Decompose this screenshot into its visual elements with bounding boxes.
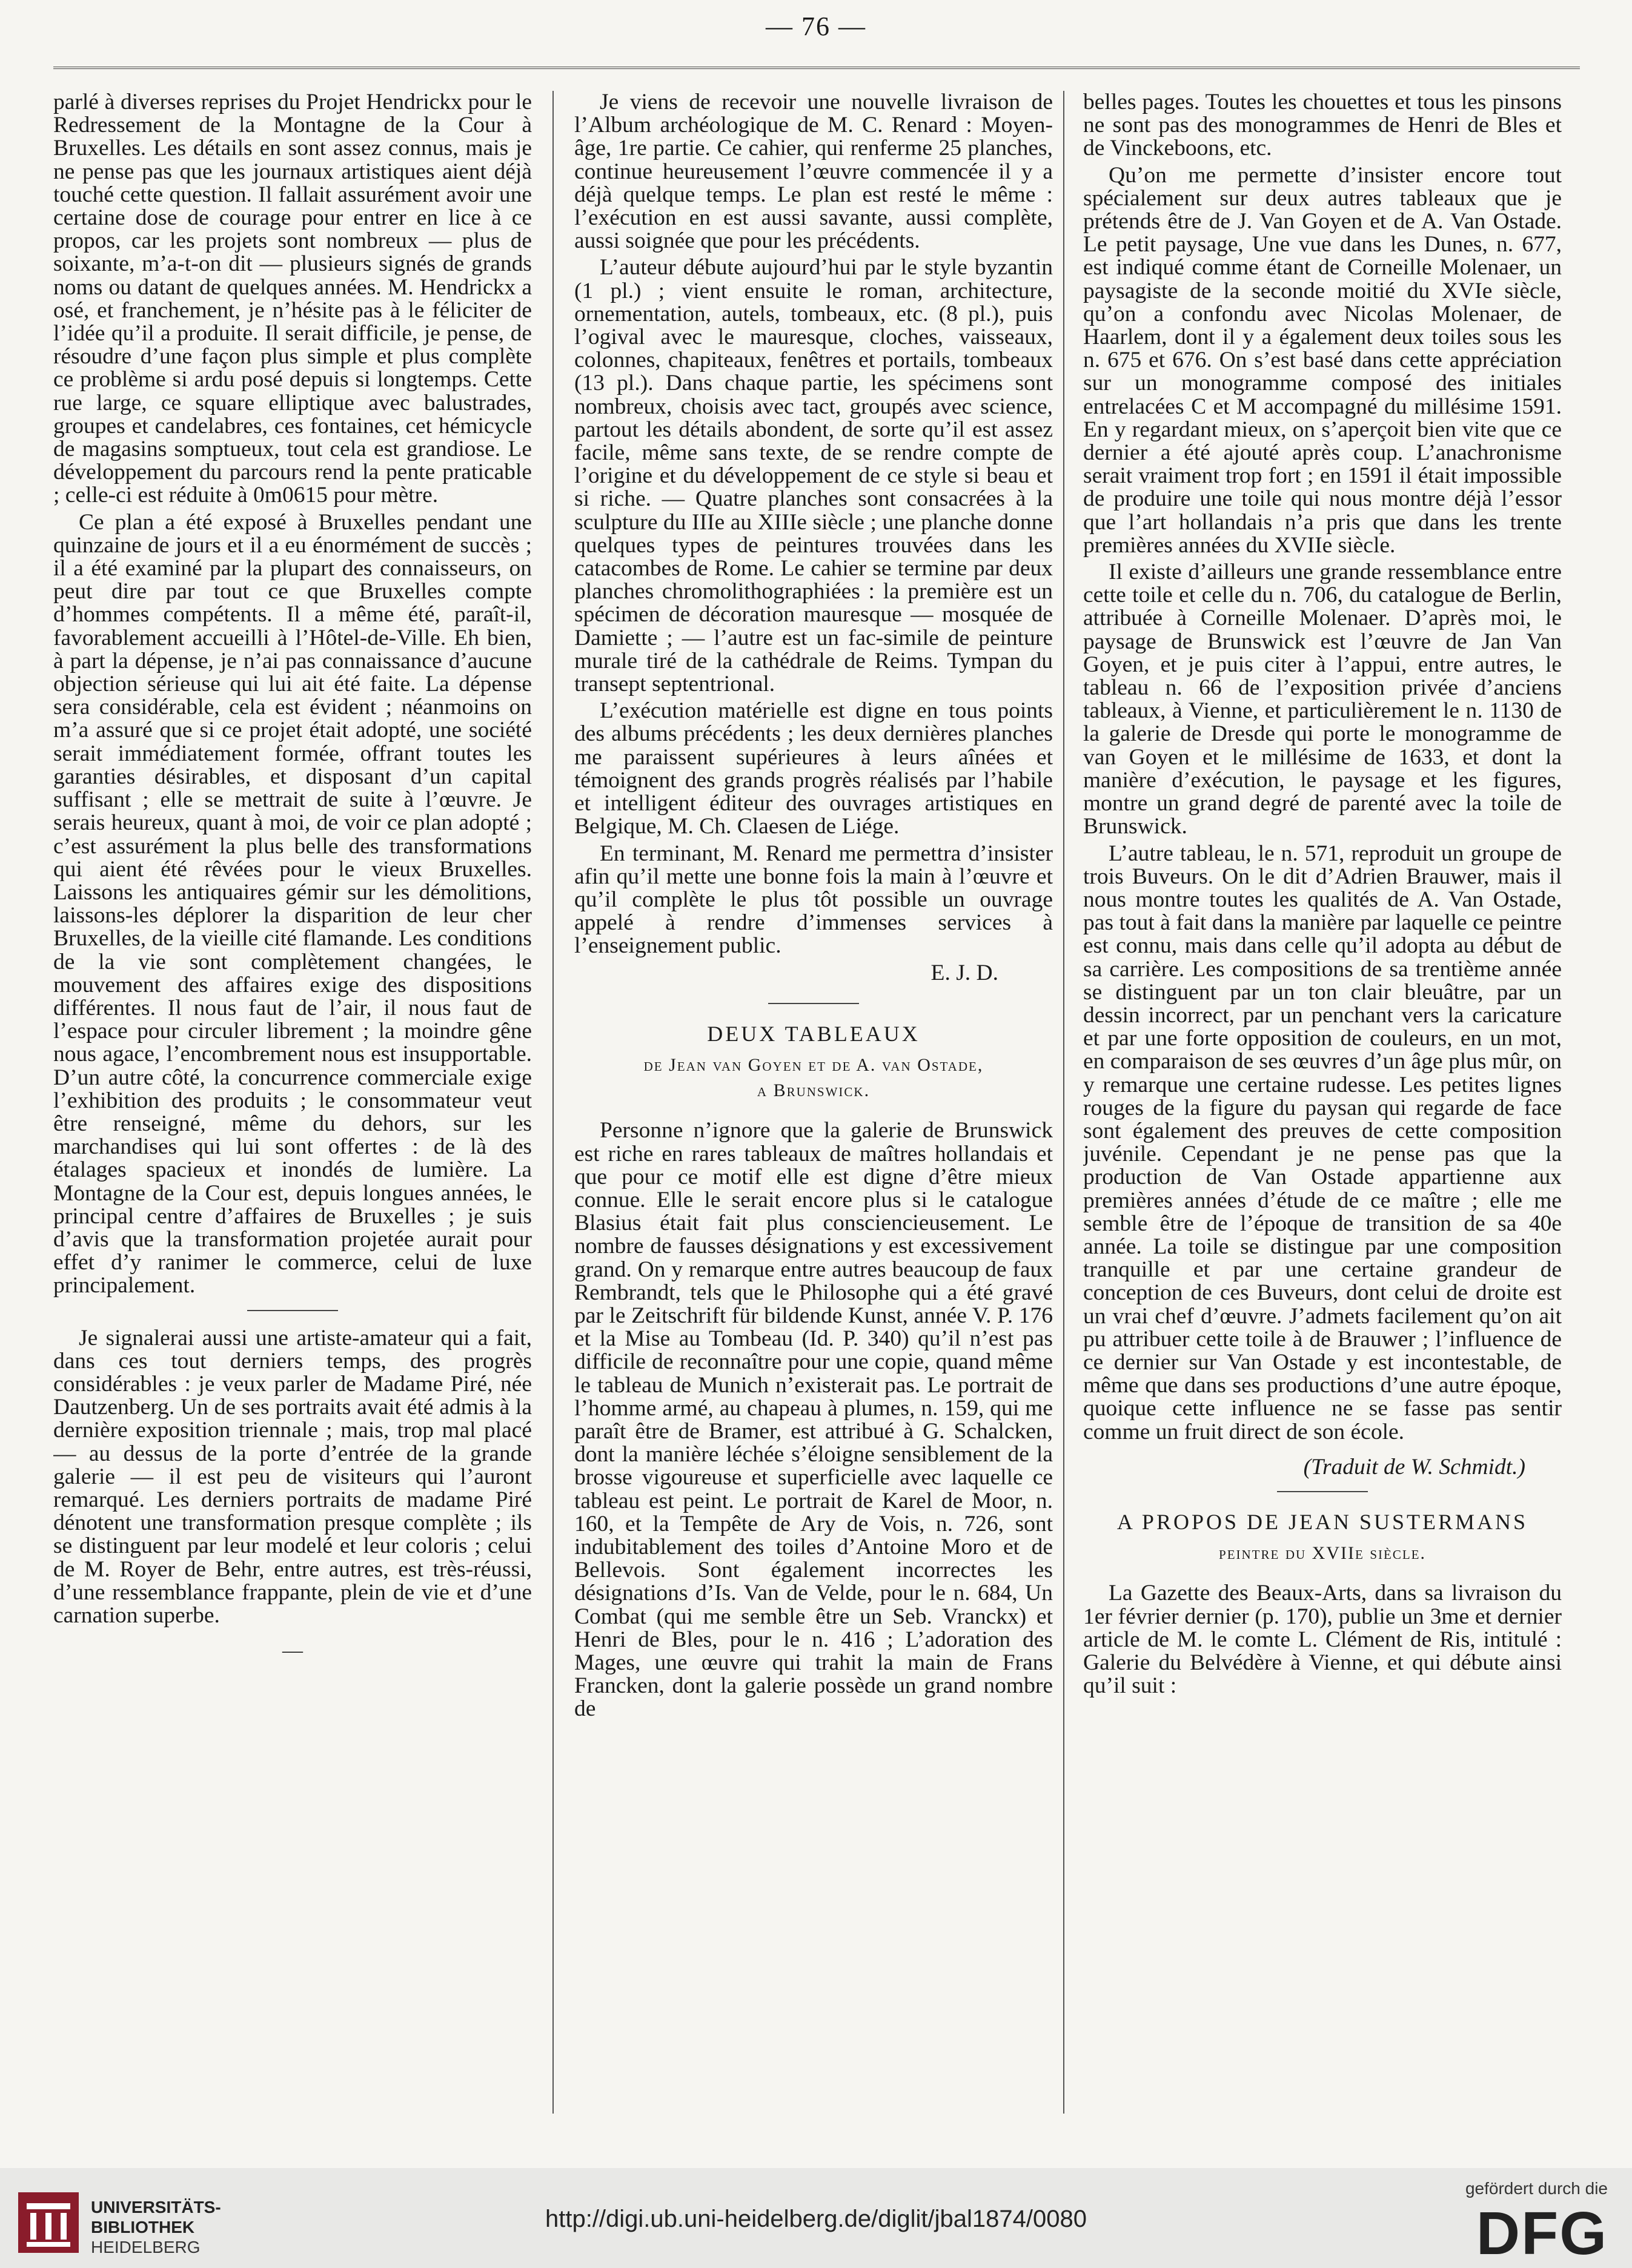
paragraph: L’auteur débute aujourd’hui par le style byzantin (1 pl.) ; vient ensuite le roman, architecture, ornementation, autels, tombeaux, etc. (8 pl.), puis l’ogival avec le mauresque, cloches, vaisseaux, colonnes, chapiteaux, fenêtres et portails, tombeaux (13 pl.). Dans chaque partie, les spécimens sont nombreux, choisis avec tact, groupés avec science, partout les détails abondent, de sorte qu’il est assez facile, même sans texte, de se rendre compte de l’origine et du développement de ce style si beau et si riche. — Quatre planches sont consacrées à la sculpture du IIIe au XIIIe siècle ; une planche donne quelques types de peintures trouvées dans les catacombes de Rome. Le cahier se termine par deux planches chromolithographiées : la première est un spécimen de décoration mauresque — mosquée de Damiette ; — l’autre est un fac-simile de peinture murale tiré de la cathédrale de Reims. Tympan du transept septentrional. (574, 255, 1053, 697)
column-middle (574, 91, 1053, 2126)
translator-credit: (Traduit de W. Schmidt.) (1303, 1454, 1525, 1479)
separator-rule (1277, 1491, 1368, 1492)
section-title: DEUX TABLEAUX (707, 1021, 920, 1046)
paragraph: parlé à diverses reprises du Projet Hendrickx pour le Redressement de la Montagne de la Cour à Bruxelles. Les détails en sont assez connus, mais je ne pense pas que les journaux artistiques aient déjà touché cette question. Il fallait assurément avoir une certaine dose de courage pour entrer en lice à ce propos, car les projets sont nombreux — plus de soixante, m’a-t-on dit — plusieurs signés de grands noms ou datant de quelques années. M. Hendrickx a osé, et franchement, je n’hésite pas à le féliciter de l’idée qu’il a produite. Il serait difficile, je pense, de résoudre d’une façon plus simple et plus complète ce problème si ardu posé depuis si longtemps. Cette rue large, ce square elliptique avec balustrades, groupes et candelabres, ces fontaines, cet hémicycle de magasins somptueux, tout cela est grandiose. Le développement du parcours rend la pente praticable ; celle-ci est réduite à 0m0615 pour mètre. (53, 91, 532, 508)
paragraph: Qu’on me permette d’insister encore tout spécialement sur deux autres tableaux que je prétends être de J. Van Goyen et de A. Van Ostade. Le petit paysage, Une vue dans les Dunes, n. 677, est indiqué comme étant de Corneille Molenaer, un paysagiste de la seconde moitié du XVIe siècle, qu’on a confondu avec Nicolas Molenaer, de Haarlem, dont il y a également deux toiles sous les n. 675 et 676. On s’est basé dans cette appréciation sur un monogramme composé des initiales entrelacées C et M accompagné du millésime 1591. En y regardant mieux, on s’aperçoit bien vite que ce dernier a été ajouté après coup. L’anachronisme serait vraiment trop fort ; en 1591 il était impossible de produire une toile qui nous montre déjà l’essor que l’art hollandais n’a pris que dans les trente premières années du XVIIe siècle. (1083, 162, 1562, 558)
funded-by-label: gefördert durch die (1465, 2179, 1608, 2198)
column-right (1083, 91, 1562, 2126)
digitization-footer (0, 2168, 1632, 2268)
section-subtitle: a Brunswick. (757, 1080, 871, 1101)
paragraph: Ce plan a été exposé à Bruxelles pendant une quinzaine de jours et il a eu énormément de succès ; il a été examiné par la plupart des connaisseurs, on peut dire par tout ce que Bruxelles compte d’hommes compétents. Il a même été, paraît-il, favorablement accueilli à l’Hôtel-de-Ville. Eh bien, à part la dépense, je n’ai pas connaissance d’aucune objection sérieuse qui lui ait été faite. La dépense sera considérable, cela est évident ; néanmoins on m’a assuré que si ce projet était adopté, une société serait immédiatement formée, offrant toutes les garanties désirables, et disposant d’un capital suffisant ; elle se mettrait de suite à l’œuvre. Je serais heureux, quant à moi, de voir ce plan adopté ; c’est assurément la plus belle des transformations qui aient été rêvées pour le vieux Bruxelles. Laissons les antiquaires gémir sur les démolitions, laissons-les déplorer la disparition de leur cher Bruxelles, de la vieille cité flamande. Les conditions de la vie sont complètement changées, le mouvement des affaires exige des dispositions différentes. Il nous faut de l’air, il nous faut de l’espace pour circuler librement ; la moindre gêne nous agace, l’encombrement nous est insupportable. D’un autre côté, la concurrence commerciale exige l’exhibition des produits ; le consommateur veut être renseigné, même du dehors, sur les marchandises qui lui sont offertes : de là des étalages spacieux et inondés de lumière. La Montagne de la Cour est, depuis longues années, le principal centre d’affaires de Bruxelles ; je suis d’avis que la transformation projetée aurait pour effet d’y ranimer le commerce, celui de luxe principalement. (53, 509, 532, 1298)
column-left (53, 91, 532, 2126)
paragraph: L’exécution matérielle est digne en tous points des albums précédents ; les deux dernières planches me paraissent supérieures à leurs aînées et témoignent des grands progrès réalisés par l’habile et intelligent éditeur des ouvrages artistiques en Belgique, M. Ch. Claesen de Liége. (574, 698, 1053, 839)
source-url-link[interactable]: http://digi.ub.uni-heidelberg.de/diglit/jbal1874/0080 (545, 2206, 1087, 2232)
library-name: UNIVERSITÄTS- BIBLIOTHEK HEIDELBERG (91, 2198, 221, 2256)
paragraph: Je viens de recevoir une nouvelle livraison de l’Album archéologique de M. C. Renard : Moyen-âge, 1re partie. Ce cahier, qui renferme 25 planches, continue heureusement l’œuvre commencée il y a déjà quelque temps. Le plan est resté le même : l’exécution en est aussi savante, aussi complète, aussi soignée que pour les précédents. (574, 91, 1053, 254)
column-divider (552, 91, 554, 2114)
section-subtitle: peintre du XVIIe siècle. (1219, 1543, 1426, 1564)
separator-rule (247, 1310, 338, 1311)
header-rule (53, 67, 1580, 69)
column-divider (1063, 91, 1064, 2114)
paragraph: Personne n’ignore que la galerie de Brunswick est riche en rares tableaux de maîtres hollandais et que pour ce motif elle est digne d’être mieux connue. Elle le serait encore plus si le catalogue Blasius était fait plus consciencieusement. Le nombre de fausses désignations y est excessivement grand. On y remarque entre autres beaucoup de faux Rembrandt, tels que le Philosophe qui a été gravé par le Zeitschrift für bildende Kunst, année V. P. 176 et la Mise au Tombeau (Id. P. 340) qu’il n’est pas difficile de reconnaître pour une copie, quand même le tableau de Munich n’existerait pas. Le portrait de l’homme armé, au chapeau à plumes, n. 159, qui me paraît être de Bramer, est attribué à G. Schalcken, dont la manière léchée s’éloigne sensiblement de la brosse vigoureuse et superficielle avec laquelle ce tableau est peint. Le portrait de Karel de Moor, n. 160, et la Tempête de Ary de Vois, n. 726, sont indubitablement des toiles d’Antoine Moro et de Bellevois. Sont également incorrectes les désignations d’Is. Van de Velde, pour le n. 684, Un Combat (qui me semble être un Seb. Vranckx) et Henri de Bles, pour le n. 416 ; L’adoration des Mages, une œuvre qui trahit la main de Frans Francken, dont la galerie possède un grand nombre de (574, 1118, 1053, 1722)
dfg-logo: DFG (1476, 2200, 1608, 2267)
paragraph: La Gazette des Beaux-Arts, dans sa livraison du 1er février dernier (p. 170), publie un 3me et dernier article de M. le comte L. Clément de Ris, intitulé : Galerie du Belvédère à Vienne, et qui débute ainsi qu’il suit : (1083, 1581, 1562, 1699)
paragraph: Je signalerai aussi une artiste-amateur qui a fait, dans ces tout derniers temps, des progrès considérables : je veux parler de Madame Piré, née Dautzenberg. Un de ses portraits avait été admis à la dernière exposition triennale ; mais, trop mal placé — au dessus de la porte d’entrée de la grande galerie — il est peu de visiteurs qui l’auront remarqué. Les derniers portraits de madame Piré dénotent une transformation presque complète ; ils se distinguent par leur modelé et leur coloris ; celui de M. Royer de Behr, entre autres, est très-réussi, d’une ressemblance frappante, plein de vie et d’une carnation superbe. (53, 1325, 532, 1628)
end-dash: — (282, 1639, 303, 1662)
paragraph: L’autre tableau, le n. 571, reproduit un groupe de trois Buveurs. On le dit d’Adrien Brauwer, mais il nous montre toutes les qualités de A. Van Ostade, pas tout à fait dans la manière par laquelle ce peintre est connu, mais dans celle qu’il adopta au début de sa carrière. Les compositions de sa trentième année se distinguent par un ton clair bleuâtre, par un dessin incorrect, par un penchant vers la caricature et par une forte opposition de couleurs, en un mot, en comparaison de ses œuvres d’un âge plus mûr, on y remarque une certaine rudesse. Les petites lignes rouges de la figure du paysan qui regarde de face sont également des preuves de cette composition juvénile. Cependant je ne pense pas que la production de Van Ostade appartienne aux premières années d’étude de ce maître ; elle me semble être de l’époque de transition de sa 40e année. La toile se distingue par une composition tranquille et par une certaine grandeur de conception de ces Buveurs, dont celui de droite est un vrai chef d’œuvre. J’admets facilement qu’on ait pu attribuer cette toile à de Brauwer ; l’influence de ce dernier sur Van Ostade y est incontestable, de même que dans ses productions d’une autre époque, quoique cette influence ne se fasse pas sentir comme un fruit direct de son école. (1083, 841, 1562, 1444)
section-subtitle: de Jean van Goyen et de A. van Ostade, (643, 1054, 984, 1075)
paragraph: En terminant, M. Renard me permettra d’insister afin qu’il mette une bonne fois la main à l’œuvre et qu’il complète le plus tôt possible un ouvrage appelé à rendre d’immenses services à l’enseignement public. (574, 841, 1053, 959)
page-number: — 76 — (766, 12, 866, 41)
paragraph: Il existe d’ailleurs une grande ressemblance entre cette toile et celle du n. 706, du catalogue de Berlin, attribuée à Corneille Molenaer. D’après moi, le paysage de Brunswick est l’œuvre de Jan Van Goyen, et je puis citer à l’appui, entre autres, le tableau n. 66 de l’exposition privée d’anciens tableaux, à Vienne, et particulièrement le n. 1130 de la galerie de Dresde qui porte le monogramme de van Goyen et le millésime de 1633, et dont la manière d’exécution, le paysage et les figures, montre un grand degré de parenté avec la toile de Brunswick. (1083, 560, 1562, 839)
author-signature: E. J. D. (930, 960, 998, 985)
paragraph: belles pages. Toutes les chouettes et tous les pinsons ne sont pas des monogrammes de Henri de Bles et de Vinckeboons, etc. (1083, 91, 1562, 161)
separator-rule (768, 1003, 859, 1004)
section-title: A PROPOS DE JEAN SUSTERMANS (1116, 1509, 1528, 1534)
